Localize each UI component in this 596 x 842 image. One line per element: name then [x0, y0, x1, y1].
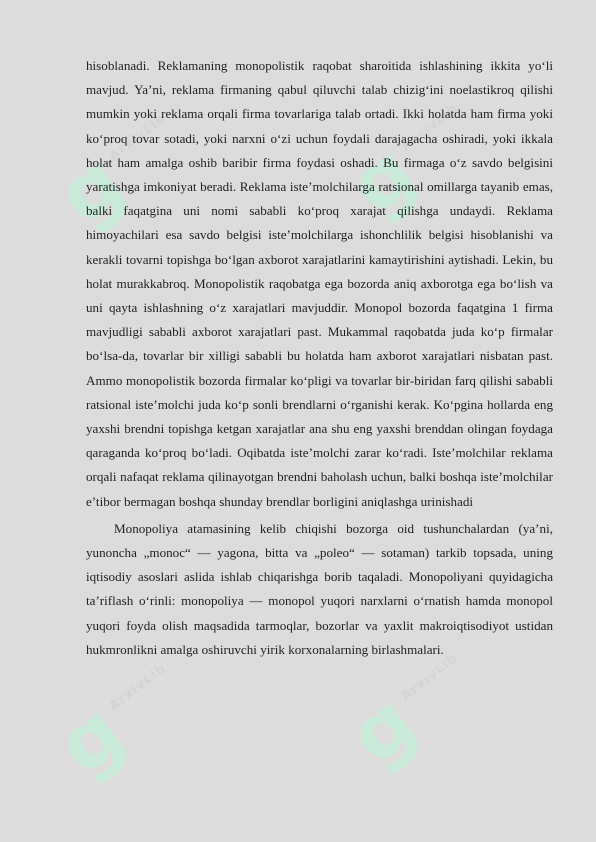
watermark-tag: ArxivLib	[106, 110, 170, 165]
document-body	[86, 54, 553, 662]
watermark-glyph: g	[332, 127, 433, 233]
paragraph: Monopoliya atamasining kelib chiqishi bozorga oid tushunchalardan (ya’ni, yunoncha „monoc“ — yagona, bitta va „poleo“ — sotaman) tarkib topsada, uning iqtisodiy asoslari aslida ishlab chiqarishga borib taqaladi. Monopoliyani quyidagicha ta’riflash o‘rinli: monopoliya — monopol yuqori narxlarni o‘rnatish hamda monopol yuqori foyda olish maqsadida tarmoqlar, bozorlar va yaxlit makroiqtisodiyot ustidan hukmronlikni amalga oshiruvchi yirik korxonalarning birlashmalari.	[86, 520, 553, 657]
paragraph: hisoblanadi. Reklamaning monopolistik raqobat sharoitida ishlashining ikkita yo‘li mavjud. Ya’ni, reklama firmaning qabul qiluvchi talab chizig‘ini noelastikroq qilishi mumkin yoki reklama orqali firma tovarlariga talab ortadi. Ikki holatda ham firma yoki ko‘proq tovar sotadi, yoki narxni o‘zi uchun foydali darajagacha oshiradi, yoki ikkala holat ham amalga oshib baribir firma foydasi oshadi. Bu firmaga o‘z savdo belgisini yaratishga imkoniyat beradi. Reklama iste’molchilarga ratsional omillarga tayanib emas, balki faqatgina uni nomi sababli ko‘proq xarajat qilishga undaydi. Reklama himoyachilari esa savdo belgisi iste’molchilarga ishonchlilik belgisi hisoblanishi va kerakli tovarni topishga bo‘lgan axborot xarajatlarini kamaytirishini aytishadi. Lekin, bu holat murakkabroq. Monopolistik raqobatga ega bozorda aniq axborotga ega bo‘lish va uni qayta ishlashning o‘z xarajatlari mavjuddir. Monopol bozorda faqatgina 1 firma mavjudligi sababli axborot xarajatlari past. Mukammal raqobatda juda ko‘p firmalar bo‘lsa-da, tovarlar bir xilligi sababli bu holatda ham axborot xarajatlari nisbatan past. Ammo monopolistik bozorda firmalar ko‘pligi va tovarlar bir-biridan farq qilishi sababli ratsional iste’molchi juda ko‘p sonli brendlarni o‘rganishi kerak. Ko‘pgina hollarda eng yaxshi brendni topishga ketgan xarajatlar ana shu eng yaxshi brenddan olingan foydaga qaraganda ko‘proq bo‘ladi. Oqibatda iste’molchi zarar ko‘radi. Iste’molchilar reklama orqali nafaqat reklama qilinayotgan brendni baholash uchun, balki boshqa iste’molchilar e’tibor bermagan boshqa shunday brendlar borligini aniqlashga urinishadi	[86, 58, 553, 509]
watermark-logo	[40, 660, 170, 800]
watermark-logo	[332, 650, 462, 790]
watermark-tag: ArxivLib	[398, 650, 462, 705]
watermark-tag: ArxivLib	[106, 660, 170, 715]
watermark-glyph: g	[40, 687, 141, 793]
watermark-glyph: g	[332, 677, 433, 783]
watermark-tag: ArxivLib	[398, 100, 462, 155]
watermark-glyph: g	[40, 137, 141, 243]
